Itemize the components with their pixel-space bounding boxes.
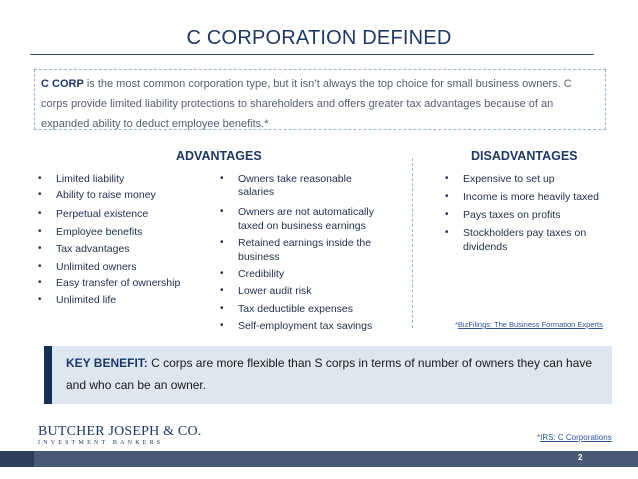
- intro-bold-term: C CORP: [41, 78, 84, 90]
- bullet-icon: •: [445, 227, 449, 238]
- list-item: • Self-employment tax savings: [220, 320, 373, 332]
- irs-footnote: *IRS: C Corporations: [537, 433, 612, 442]
- bullet-icon: •: [38, 173, 42, 184]
- list-item: • Limited liability: [38, 173, 125, 185]
- intro-box: [34, 69, 606, 130]
- slide-title: C CORPORATION DEFINED: [186, 27, 452, 49]
- logo-tagline: INVESTMENT BANKERS: [38, 440, 164, 446]
- bullet-icon: •: [445, 191, 449, 202]
- column-divider: [412, 158, 413, 328]
- list-item: • Ability to raise money: [38, 189, 156, 201]
- bullet-icon: •: [445, 209, 449, 220]
- list-item: • Income is more heavily taxed: [445, 191, 599, 203]
- title-divider: [30, 54, 594, 55]
- company-logo: [38, 424, 201, 446]
- list-item: • Stockholders pay taxes on: [445, 227, 587, 239]
- bullet-icon: •: [220, 285, 224, 296]
- key-benefit-label: KEY BENEFIT:: [66, 356, 148, 370]
- footer-bar: [0, 451, 638, 467]
- bizfilings-footnote: *BizFilings: The Business Formation Experts: [455, 320, 603, 329]
- bullet-icon: •: [38, 208, 42, 219]
- list-item: • Easy transfer of ownership: [38, 277, 181, 289]
- bullet-icon: •: [220, 320, 224, 331]
- key-benefit-text: C corps are more flexible than S corps in terms of number of owners they can have and who can be an owner.: [66, 356, 593, 392]
- list-item: • Expensive to set up: [445, 173, 555, 185]
- list-item: • Credibility: [220, 268, 285, 280]
- footer-accent: [0, 451, 34, 467]
- list-item: • Unlimited life: [38, 294, 117, 306]
- list-item: • Tax advantages: [38, 243, 130, 255]
- logo-wordmark: BUTCHER JOSEPH & CO.: [38, 424, 202, 439]
- page-number: 2: [578, 453, 583, 462]
- bullet-icon: •: [38, 226, 42, 237]
- list-item: • Unlimited owners: [38, 261, 137, 273]
- bullet-icon: •: [220, 237, 224, 248]
- list-item: • Lower audit risk: [220, 285, 312, 297]
- advantages-heading: ADVANTAGES: [176, 149, 262, 163]
- bullet-icon: •: [38, 277, 42, 288]
- list-item-continuation: business: [238, 251, 280, 263]
- list-item-continuation: taxed on business earnings: [238, 220, 366, 232]
- intro-text: is the most common corporation type, but it isn’t always the top choice for small business owners. C corps provide limited liability protections to shareholders and offers greater tax advantages because of an expanded ability to deduct employee benefits.*: [41, 78, 572, 130]
- irs-link[interactable]: IRS: C Corporations: [540, 433, 612, 442]
- list-item-continuation: dividends: [463, 241, 508, 253]
- bullet-icon: •: [38, 294, 42, 305]
- bullet-icon: •: [38, 243, 42, 254]
- list-item: • Owners take reasonable: [220, 173, 352, 185]
- bullet-icon: •: [220, 206, 224, 217]
- bullet-icon: •: [220, 173, 224, 184]
- bullet-icon: •: [220, 303, 224, 314]
- list-item-continuation: salaries: [238, 186, 275, 198]
- disadvantages-heading: DISADVANTAGES: [471, 149, 578, 163]
- key-benefit-box: [44, 346, 612, 404]
- list-item: • Retained earnings inside the: [220, 237, 372, 249]
- bullet-icon: •: [220, 268, 224, 279]
- list-item: • Tax deductible expenses: [220, 303, 353, 315]
- bizfilings-link[interactable]: BizFilings: The Business Formation Experts: [457, 320, 603, 329]
- bullet-icon: •: [38, 261, 42, 272]
- list-item: • Perpetual existence: [38, 208, 149, 220]
- list-item: • Owners are not automatically: [220, 206, 374, 218]
- bullet-icon: •: [445, 173, 449, 184]
- list-item: • Pays taxes on profits: [445, 209, 561, 221]
- list-item: • Employee benefits: [38, 226, 143, 238]
- bullet-icon: •: [38, 189, 42, 200]
